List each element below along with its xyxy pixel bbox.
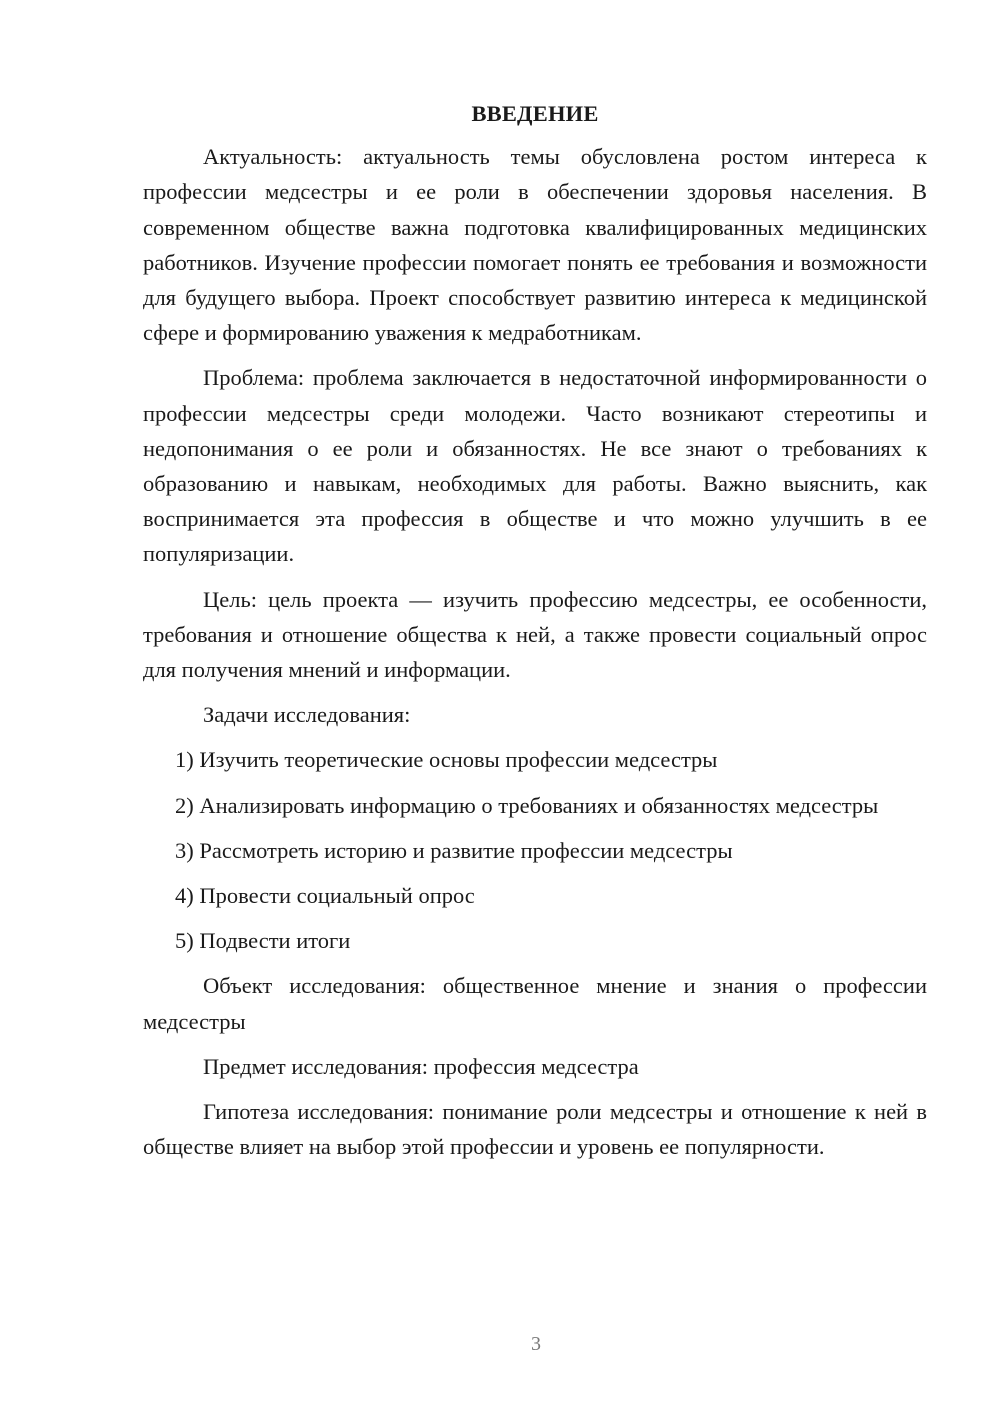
- page-content: [143, 96, 927, 1174]
- subject-paragraph: Предмет исследования: профессия медсестра: [203, 1053, 639, 1079]
- task-item: 1) Изучить теоретические основы профессии медсестры: [175, 747, 718, 773]
- problem-paragraph: Проблема: проблема заключается в недостаточной информированности о профессии медсестры среди молодежи. Часто возникают стереотипы и недопонимания о ее роли и обязанностях. Не все знают о требованиях к образованию и навыкам, необходимых для работы. Важно выяснить, как воспринимается эта профессия в обществе и что можно улучшить в ее популяризации.: [143, 365, 927, 567]
- hypothesis-paragraph: Гипотеза исследования: понимание роли медсестры и отношение к ней в обществе влияет на выбор этой профессии и уровень ее популярности.: [143, 1099, 927, 1160]
- relevance-paragraph: Актуальность: актуальность темы обусловлена ростом интереса к профессии медсестры и ее роли в обеспечении здоровья населения. В современном обществе важна подготовка квалифицированных медицинских работников. Изучение профессии помогает понять ее требования и возможности для будущего выбора. Проект способствует развитию интереса к медицинской сфере и формированию уважения к медработникам.: [143, 144, 927, 346]
- object-paragraph: Объект исследования: общественное мнение и знания о профессии медсестры: [143, 973, 927, 1034]
- task-item: 3) Рассмотреть историю и развитие профессии медсестры: [175, 837, 733, 863]
- page-title: ВВЕДЕНИЕ: [471, 101, 599, 126]
- tasks-heading: Задачи исследования:: [203, 702, 411, 728]
- task-item: 2) Анализировать информацию о требованиях и обязанностях медсестры: [175, 792, 879, 818]
- page-number: 3: [531, 1333, 541, 1355]
- goal-paragraph: Цель: цель проекта — изучить профессию медсестры, ее особенности, требования и отношение общества к ней, а также провести социальный опрос для получения мнений и информации.: [143, 586, 927, 683]
- task-item: 4) Провести социальный опрос: [175, 883, 475, 909]
- task-item: 5) Подвести итоги: [175, 928, 351, 954]
- tasks-list: [143, 742, 927, 958]
